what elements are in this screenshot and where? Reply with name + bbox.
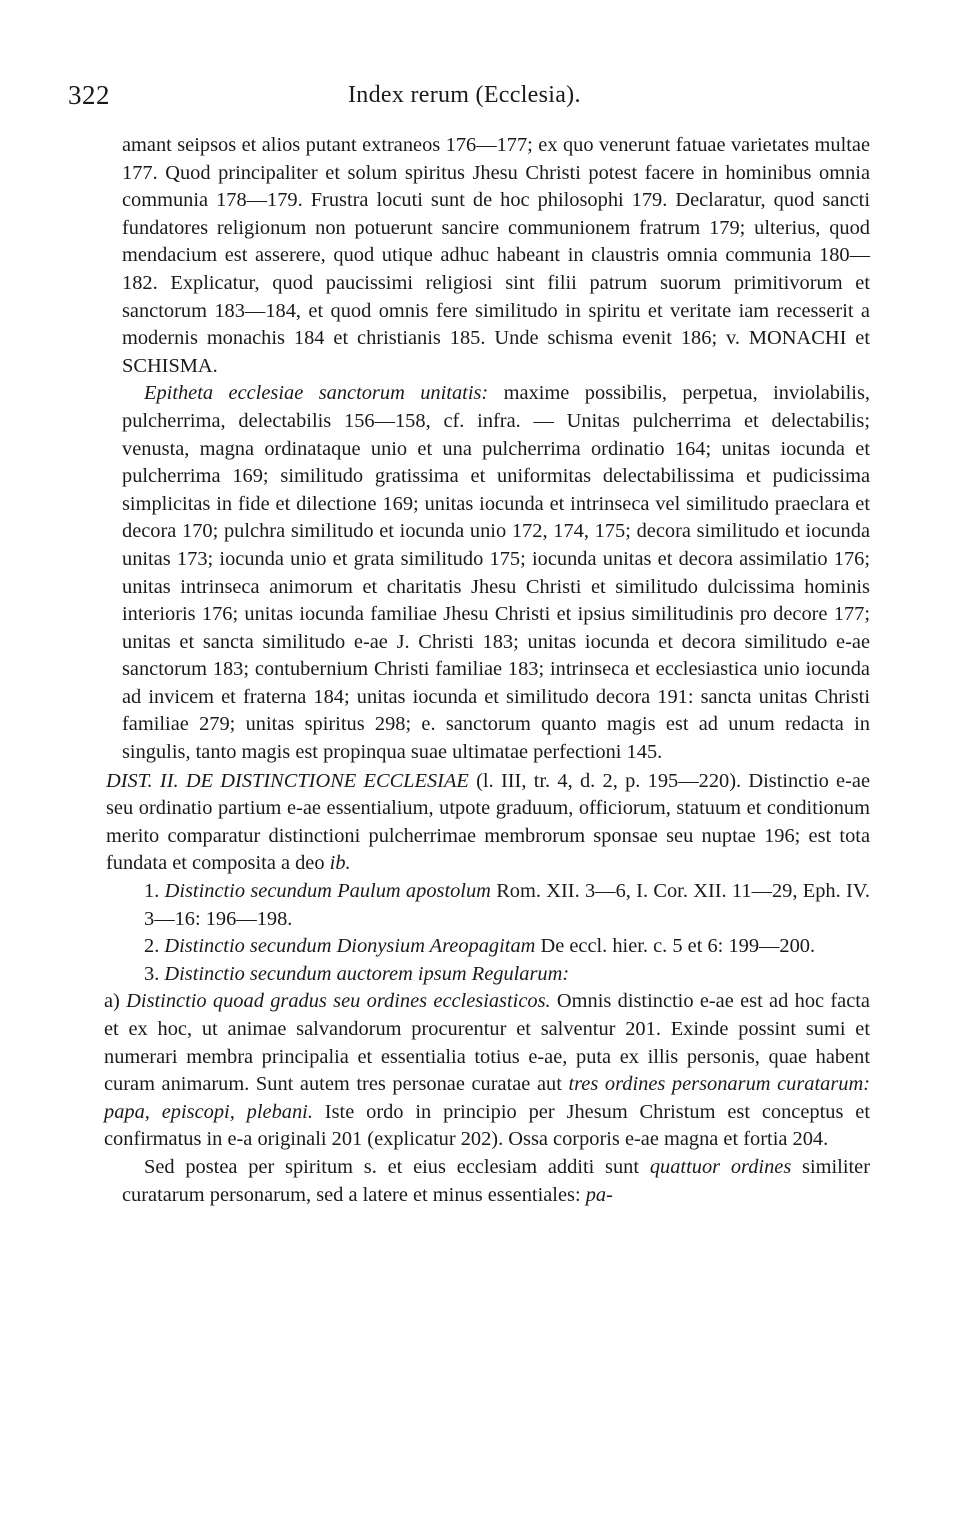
list-item-dionysius (122, 933, 870, 961)
paragraph-quattuor-ordines (122, 1154, 870, 1209)
item-text: Rom. XII. 3—6, I. Cor. XII. 11—29, Eph. IV. 3—16: 196—198. (144, 880, 870, 930)
list-item-auctor (122, 961, 870, 989)
continued-word: pa- (585, 1183, 613, 1206)
paragraph-epitheta (122, 380, 870, 766)
subsection-label: Distinctio quoad gradus seu ordines ecclesiasticos. (126, 990, 551, 1013)
ibidem-abbrev: ib. (329, 852, 351, 875)
paragraph-text: similiter curatarum personarum, sed a latere et minus essentiales: (122, 1155, 871, 1206)
index-body (104, 132, 871, 1209)
item-label: Distinctio secundum Paulum apostolum (164, 880, 491, 903)
paragraph-text: amant seipsos et alios putant extraneos 176—177; ex quo venerunt fatuae varietates multae 177. Quod principaliter et solum spiritus Jhesu Christi potest facere in hominibus omnia communia 178—179. Frustra locuti sunt de hoc philosophi 179. Declaratur, quod sancti fundatores religionum non potuerunt sancire communionem fratrum 179; ulterius, quod mendacium est asserere, quod utique adhuc habeant in claustris omnia communia 180—182. Explicatur, quod paucissimi religiosi sint filii patrum suorum primitivorum et sanctorum 183—184, et quod omnis fere similitudo in spiritu et veritate iam recesserit a modernis monachis 184 et christianis 185. Unde schisma evenit 186; v. MONACHI et SCHISMA. (122, 134, 870, 377)
paragraph-text: Iste ordo in principio per Jhesum Christum est conceptus et confirmatus in e-a originali 201 (explicatur 202). Ossa corporis e-ae magna et fortia 204. (104, 1100, 870, 1151)
running-title: Index rerum (Ecclesia). (348, 82, 581, 108)
page-header (68, 80, 900, 120)
subsection-marker: a) (104, 990, 120, 1013)
section-heading: DIST. II. DE DISTINCTIONE ECCLESIAE (106, 769, 469, 792)
paragraph-fratrum (122, 132, 870, 380)
item-text: De eccl. hier. c. 5 et 6: 199—200. (535, 935, 816, 958)
subsection-a (104, 988, 870, 1154)
section-dist-ii (106, 768, 870, 878)
epitheta-label: Epitheta ecclesiae sanctorum unitatis: (144, 382, 489, 405)
quattuor-ordines-phrase: quattuor ordines (649, 1155, 792, 1178)
item-label: Distinctio secundum auctorem ipsum Regularum: (164, 962, 570, 985)
item-label: Distinctio secundum Dionysium Areopagitam (164, 935, 536, 958)
list-item-paulus (122, 878, 870, 933)
page-number: 322 (68, 80, 110, 110)
paragraph-text: Sed postea per spiritum s. et eius ecclesiam additi sunt (144, 1155, 650, 1178)
ordines-phrase: tres ordines personarum curatarum: papa, episcopi, plebani. (104, 1073, 870, 1123)
item-number: 1. (144, 880, 160, 903)
paragraph-text: Omnis distinctio e-ae est ad hoc facta et ex hoc, ut animae salvandorum procurentur et salventur 201. Exinde possint sumi et numerari membra principalia et essentialia totius e-ae, puta ex illis personis, quae habent curam animarum. Sunt autem tres personae curatae aut (104, 990, 870, 1096)
item-number: 2. (144, 935, 160, 958)
item-number: 3. (144, 962, 160, 985)
paragraph-text: (l. III, tr. 4, d. 2, p. 195—220). Distinctio e-ae seu ordinatio partium e-ae essentialium, utpote graduum, officiorum, statuum et conditionum merito comparatur distinctioni pulcherrimae membrorum sponsae seu nuptae 196; est tota fundata et composita a deo (106, 769, 870, 875)
paragraph-text: maxime possibilis, perpetua, inviolabilis, pulcherrima, delectabilis 156—158, cf. infra. — Unitas pulcherrima et delectabilis; venusta, magna ordinataque unio et una pulcherrima ordinatio 164; unitas iocunda et pulcherrima 169; similitudo gratissima et uniformitas delectabilissima et pudicissima simplicitas in fide et dilectione 169; unitas iocunda et intrinseca vel similitudo praeclara et decora 170; pulchra similitudo et iocunda unio 172, 174, 175; decora similitudo et iocunda unitas 173; iocunda unio et grata similitudo 175; iocunda unitas et decora assimilatio 176; unitas intrinseca animorum et charitatis Jhesu Christi et similitudo dulcissima hominis interioris 176; unitas iocunda familiae Jhesu Christi et ipsius similitudinis pro decore 177; unitas et sancta similitudo e-ae J. Christi 183; unitas iocunda et decora similitudo e-ae sanctorum 183; contubernium Christi familiae 183; intrinseca et ecclesiastica unio iocunda ad invicem et fraterna 184; unitas iocunda et similitudo decora 191: sancta unitas Christi familiae 279; unitas spiritus 298; e. sanctorum quanto magis est ad unum redacta in singulis, tanto magis est propinqua suae ultimatae perfectioni 145. (122, 382, 870, 764)
